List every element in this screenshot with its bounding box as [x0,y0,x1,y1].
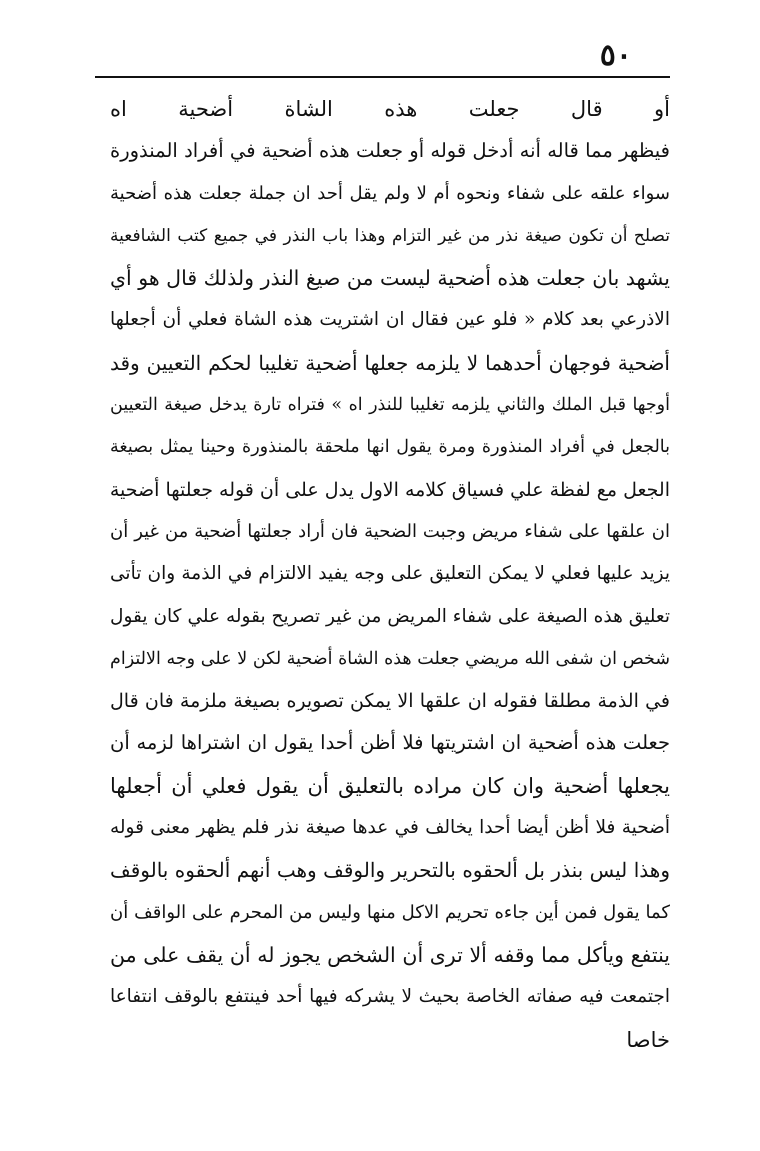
text-line: سواء علقه على شفاء ونحوه أم لا ولم يقل أحد ان جملة جعلت هذه أضحية [110,182,670,204]
page-number: ٥٠ [599,38,632,73]
text-line: ينتفع ويأكل مما وقفه ألا ترى أن الشخص يجوز له أن يقف على من [110,942,670,967]
text-line: وهذا ليس بنذر بل ألحقوه بالتحرير والوقف وهب أنهم ألحقوه بالوقف [110,858,670,883]
text-line: يشهد بان جعلت هذه أضحية ليست من صيغ النذر ولذلك قال هو أي [110,266,670,291]
text-line: أضحية فلا أظن أيضا أحدا يخالف في عدها صيغة نذر فلم يظهر معنى قوله [110,817,670,839]
text-line: أوجها قبل الملك والثاني يلزمه تغليبا للنذر اه » فتراه تارة يدخل صيغة التعيين [110,395,670,416]
text-line: تصلح أن تكون صيغة نذر من غير التزام وهذا باب النذر في جميع كتب الشافعية [110,225,670,246]
text-line: خاصا [626,1027,670,1052]
header-rule [95,76,670,78]
text-line: أو قال جعلت هذه الشاة أضحية اه [110,97,670,121]
text-line: في الذمة مطلقا فقوله ان علقها الا يمكن تصويره بصيغة ملزمة فان قال [110,690,670,713]
text-line: الجعل مع لفظة علي فسياق كلامه الاول يدل على أن قوله جعلتها أضحية [110,478,670,501]
text-line: يزيد عليها فعلي لا يمكن التعليق على وجه يفيد الالتزام في الذمة وان تأتى [110,563,670,585]
text-line: تعليق هذه الصيغة على شفاء المريض من غير تصريح بقوله علي كان يقول [110,605,670,627]
text-line: الاذرعي بعد كلام « فلو عين فقال ان اشتريت هذه الشاة فعلي أن أجعلها [110,309,670,331]
text-line: بالجعل في أفراد المنذورة ومرة يقول انها ملحقة بالمنذورة وحينا يمثل بصيغة [110,437,670,458]
text-line: اجتمعت فيه صفاته الخاصة بحيث لا يشركه فيها أحد فينتفع بالوقف انتفاعا [110,986,670,1008]
text-line: ان علقها على شفاء مريض وجبت الضحية فان أراد جعلتها أضحية من غير أن [110,520,670,542]
text-line: فيظهر مما قاله أنه أدخل قوله أو جعلت هذه أضحية في أفراد المنذورة [110,139,670,163]
text-line: كما يقول فمن أين جاءه تحريم الاكل منها وليس من المحرم على الواقف أن [110,901,670,923]
text-line: شخص ان شفى الله مريضي جعلت هذه الشاة أضحية لكن لا على وجه الالتزام [110,648,670,669]
body-text [110,88,670,1061]
text-line: يجعلها أضحية وان كان مراده بالتعليق أن يقول فعلي أن أجعلها [110,773,670,798]
text-line: أضحية فوجهان أحدهما لا يلزمه جعلها أضحية تغليبا لحكم التعيين وقد [110,350,670,375]
text-line: جعلت هذه أضحية ان اشتريتها فلا أظن أحدا يقول ان اشتراها لزمه أن [110,731,670,755]
